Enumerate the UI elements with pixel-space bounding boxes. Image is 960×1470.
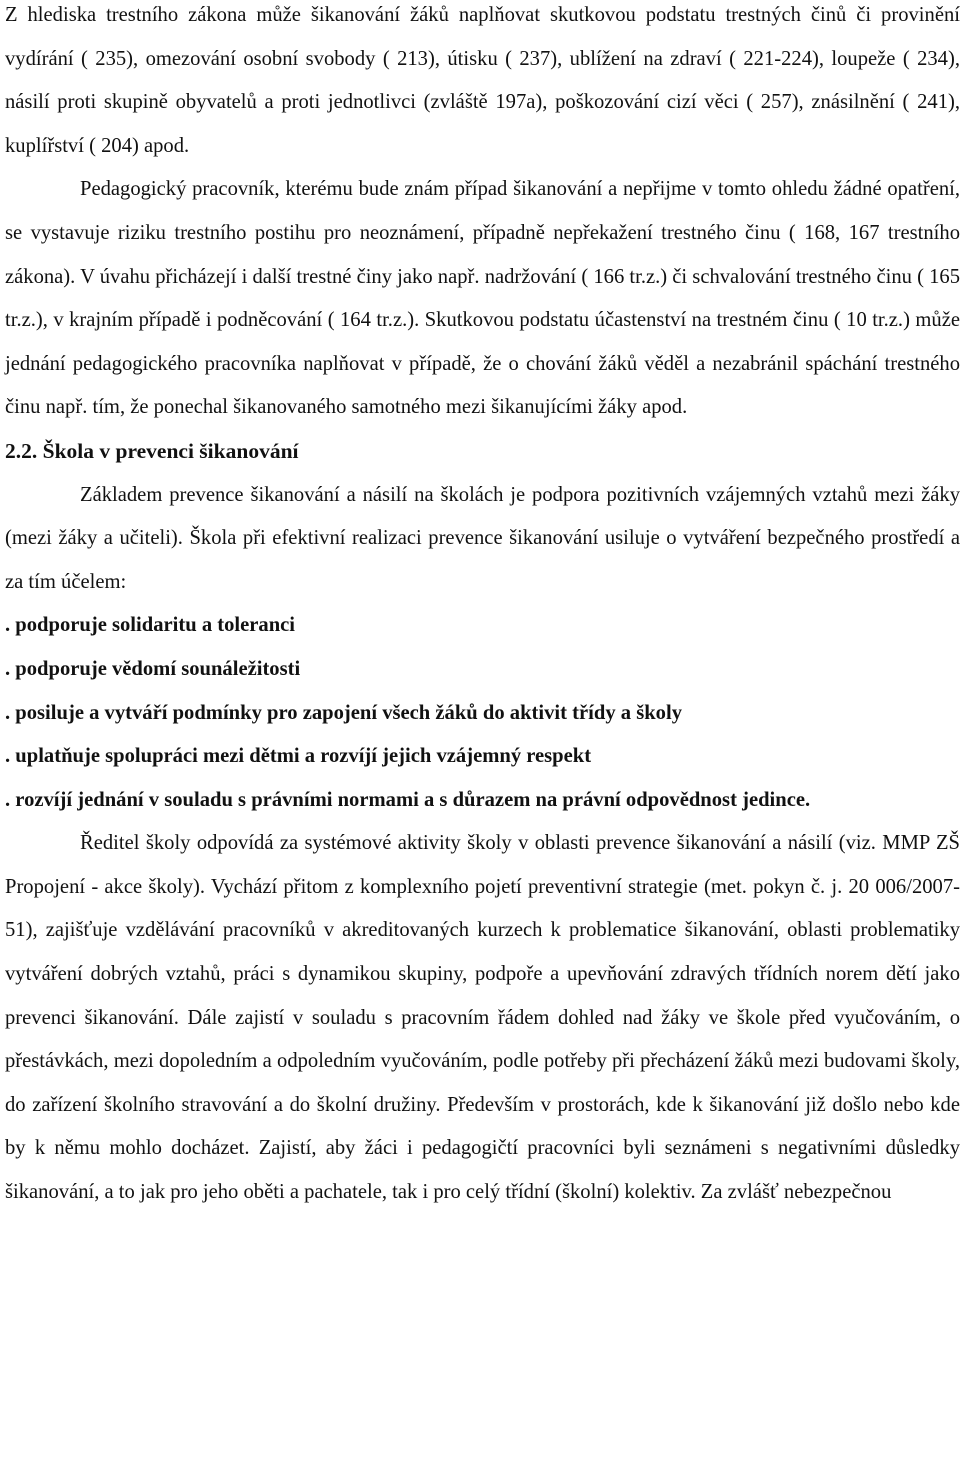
list-item: . posiluje a vytváří podmínky pro zapojení všech žáků do aktivit třídy a školy: [5, 701, 682, 724]
list-item: . uplatňuje spolupráci mezi dětmi a rozvíjí jejich vzájemný respekt: [5, 745, 592, 768]
paragraph-director-duties: Ředitel školy odpovídá za systémové aktivity školy v oblasti prevence šikanování a násilí (viz. MMP ZŠ Propojení - akce školy). Vychází přitom z komplexního pojetí preventivní strategie (met. pokyn č. j. 20 006/2007-51), zajišťuje vzdělávání pracovníků v akreditovaných kurzech k problematice šikanování, oblasti problematiky vytváření dobrých vztahů, práci s dynamikou skupiny, podpoře a upevňování zdravých třídních norem dětí jako prevenci šikanování. Dále zajistí v souladu s pracovním řádem dohled nad žáky ve škole před vyučováním, o přestávkách, mezi dopoledním a odpoledním vyučováním, podle potřeby při přecházení žáků mezi budovami školy, do zařízení školního stravování a do školní družiny. Především v prostorách, kde k šikanování již došlo nebo kde by k němu mohlo docházet. Zajistí, aby žáci i pedagogičtí pracovníci byli seznámeni s negativními důsledky šikanování, a to jak pro jeho oběti a pachatele, tak i pro celý třídní (školní) kolektiv. Za zvlášť nebezpečnou: [5, 832, 960, 1204]
list-item: . rozvíjí jednání v souladu s právními normami a s důrazem na právní odpovědnost jedince.: [5, 788, 811, 811]
list-item: . podporuje vědomí sounáležitosti: [5, 657, 301, 680]
section-heading: 2.2. Škola v prevenci šikanování: [5, 438, 299, 463]
paragraph-teacher-liability: Pedagogický pracovník, kterému bude znám případ šikanování a nepřijme v tomto ohledu žádné opatření, se vystavuje riziku trestního postihu pro neoznámení, případně nepřekažení trestného činu ( 168, 167 trestního zákona). V úvahu přicházejí i další trestné činy jako např. nadržování ( 166 tr.z.) či schvalování trestného činu ( 165 tr.z.), v krajním případě i podněcování ( 164 tr.z.). Skutkovou podstatu účastenství na trestném činu ( 10 tr.z.) může jednání pedagogického pracovníka naplňovat v případě, že o chování žáků věděl a nezabránil spáchání trestného činu např. tím, že ponechal šikanovaného samotného mezi šikanujícími žáky apod.: [5, 178, 960, 419]
paragraph-prevention-basis: Základem prevence šikanování a násilí na školách je podpora pozitivních vzájemných vztahů mezi žáky (mezi žáky a učiteli). Škola při efektivní realizaci prevence šikanování usiluje o vytváření bezpečného prostředí a za tím účelem:: [5, 483, 960, 593]
list-item: . podporuje solidaritu a toleranci: [5, 614, 296, 637]
paragraph-criminal-law: Z hlediska trestního zákona může šikanování žáků naplňovat skutkovou podstatu trestných činů či provinění vydírání ( 235), omezování osobní svobody ( 213), útisku ( 237), ublížení na zdraví ( 221-224), loupeže ( 234), násilí proti skupině obyvatelů a proti jednotlivci (zvláště 197a), poškozování cizí věci ( 257), znásilnění ( 241), kuplířství ( 204) apod.: [5, 4, 960, 157]
document-page: [5, 0, 960, 1215]
